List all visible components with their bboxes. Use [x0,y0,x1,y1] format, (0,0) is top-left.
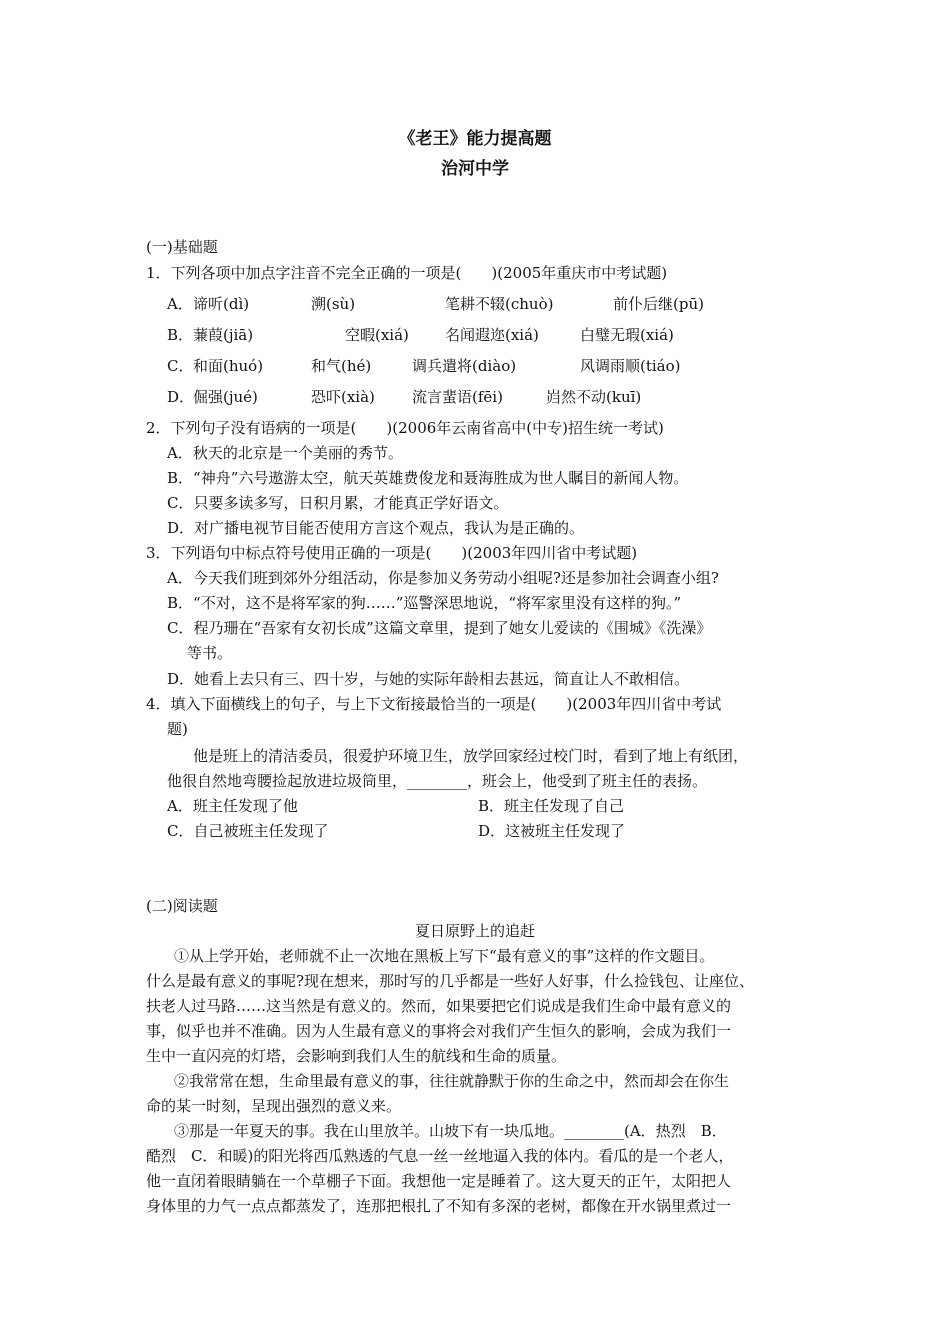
article-line-8: ③那是一年夏天的事。我在山里放羊。山坡下有一块瓜地。________(A．热烈 B． [174,1122,727,1140]
question-4-stem-continued: 题) [167,720,188,738]
article-line-7: 命的某一时刻，呈现出强烈的意义来。 [146,1097,402,1115]
article-line-10: 他一直闭着眼睛躺在一个草棚子下面。我想他一定是睡着了。这大夏天的正午，太阳把人 [146,1172,732,1190]
question-4-stem: 4．填入下面横线上的句子，与上下文衔接最恰当的一项是( )(2003年四川省中考试 [146,695,722,713]
q1-option-a-label: A． [167,295,193,313]
q1-option-b-item-2: 空暇(xiá) [345,326,409,344]
article-line-11: 身体里的力气一点点都蒸发了，连那把根扎了不知有多深的老树，都像在开水锅里煮过一 [146,1197,732,1215]
article-line-5: 生中一直闪亮的灯塔，会影响到我们人生的航线和生命的质量。 [146,1047,567,1065]
q1-option-c-item-4: 风调雨顺(tiáo) [580,357,681,375]
q1-option-b-item-3: 名闻遐迩(xiá) [445,326,539,344]
q2-option-d: D．对广播电视节目能否使用方言这个观点，我认为是正确的。 [167,519,585,537]
q1-option-c-item-3: 调兵遣将(diào) [412,357,517,375]
q3-option-a: A．今天我们班到郊外分组活动，你是参加义务劳动小组呢?还是参加社会调查小组? [167,569,719,587]
q4-option-a: A．班主任发现了他 [167,797,298,815]
question-3-stem: 3．下列语句中标点符号使用正确的一项是( )(2003年四川省中考试题) [146,544,638,562]
q4-option-c: C．自己被班主任发现了 [167,822,329,840]
q4-option-d: D．这被班主任发现了 [478,822,626,840]
q1-option-b-item-4: 白璧无瑕(xiá) [580,326,674,344]
article-line-3: 扶老人过马路……这当然是有意义的。然而，如果要把它们说成是我们生命中最有意义的 [146,997,732,1015]
question-2-stem: 2．下列句子没有语病的一项是( )(2006年云南省高中(中专)招生统一考试) [146,419,664,437]
q1-option-d-label: D． [167,388,195,406]
section-heading-basic: (一)基础题 [146,238,218,256]
q1-option-b-item-1: 蒹葭(jiā) [193,326,254,344]
q1-option-c-item-2: 和气(hé) [311,357,372,375]
document-title: 《老王》能力提高题 [398,129,552,149]
article-line-1: ①从上学开始，老师就不止一次地在黑板上写下“最有意义的事”这样的作文题目。 [174,947,715,965]
question-1-stem: 1．下列各项中加点字注音不完全正确的一项是( )(2005年重庆市中考试题) [146,264,668,282]
q3-option-c-continued: 等书。 [187,644,233,662]
q2-option-b: B．“神舟”六号遨游太空，航天英雄费俊龙和聂海胜成为世人瞩目的新闻人物。 [167,469,689,487]
q1-option-d-item-4: 岿然不动(kuī) [546,388,642,406]
article-title: 夏日原野上的追赶 [414,922,535,940]
q1-option-a-item-3: 笔耕不辍(chuò) [445,295,554,313]
q1-option-d-item-2: 恐吓(xià) [311,388,375,406]
q3-option-b: B．“不对，这不是将军家的狗……”巡警深思地说，“将军家里没有这样的狗。” [167,594,682,612]
q4-passage-line-1: 他是班上的清洁委员，很爱护环境卫生，放学回家经过校门时，看到了地上有纸团， [193,747,749,765]
q1-option-c-item-1: 和面(huó) [193,357,264,375]
q2-option-c: C．只要多读多写，日积月累，才能真正学好语文。 [167,494,509,512]
q1-option-a-item-1: 谛听(dì) [193,295,250,313]
q1-option-c-label: C． [167,357,194,375]
q1-option-b-label: B． [167,326,194,344]
q2-option-a: A．秋天的北京是一个美丽的秀节。 [167,444,403,462]
q4-passage-line-2: 他很自然地弯腰捡起放进垃圾筒里，________，班会上，他受到了班主任的表扬。 [167,772,708,790]
q1-option-d-item-3: 流言蜚语(fēi) [412,388,503,406]
q3-option-c: C．程乃珊在“吾家有女初长成”这篇文章里，提到了她女儿爱读的《围城》《洗澡》 [167,619,712,637]
q1-option-a-item-4: 前仆后继(pū) [613,295,704,313]
article-line-9: 酷烈 C．和暖)的阳光将西瓜熟透的气息一丝一丝地逼入我的体内。看瓜的是一个老人， [146,1147,734,1165]
q1-option-a-item-2: 溯(sù) [311,295,356,313]
q1-option-d-item-1: 倔强(jué) [193,388,258,406]
article-line-6: ②我常常在想，生命里最有意义的事，往往就静默于你的生命之中，然而却会在你生 [174,1072,730,1090]
school-name: 治河中学 [441,159,509,179]
section-heading-reading: (二)阅读题 [146,897,218,915]
q4-option-b: B．班主任发现了自己 [478,797,625,815]
q3-option-d: D．她看上去只有三、四十岁，与她的实际年龄相去甚远，简直让人不敢相信。 [167,670,690,688]
article-line-2: 什么是最有意义的事呢?现在想来，那时写的几乎都是一些好人好事，什么捡钱包、让座位、 [146,972,755,990]
article-line-4: 事，似乎也并不准确。因为人生最有意义的事将会对我们产生恒久的影响，会成为我们一 [146,1022,732,1040]
